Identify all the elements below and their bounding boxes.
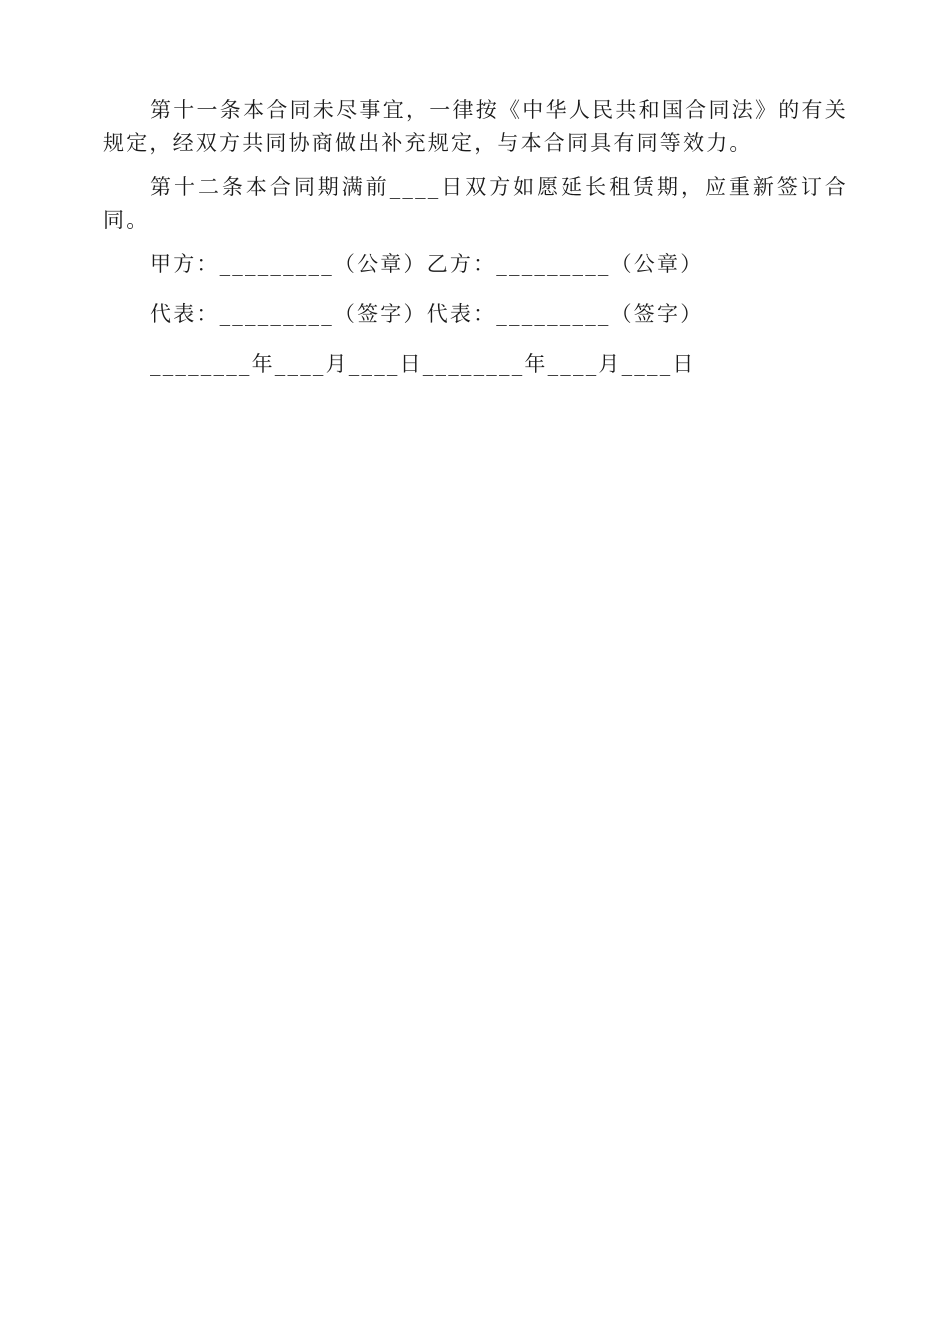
- date-line: ________年____月____日________年____月____日: [150, 352, 696, 376]
- document-body: [103, 94, 848, 398]
- clause-11-paragraph: 第十一条本合同未尽事宜，一律按《中华人民共和国合同法》的有关规定，经双方共同协商做出补充规定，与本合同具有同等效力。: [103, 98, 848, 155]
- representatives-signature-line: 代表：_________（签字）代表：_________（签字）: [150, 302, 704, 326]
- parties-signature-line: 甲方：_________（公章）乙方：_________（公章）: [150, 252, 704, 276]
- clause-12-paragraph: 第十二条本合同期满前____日双方如愿延长租赁期，应重新签订合同。: [103, 175, 848, 232]
